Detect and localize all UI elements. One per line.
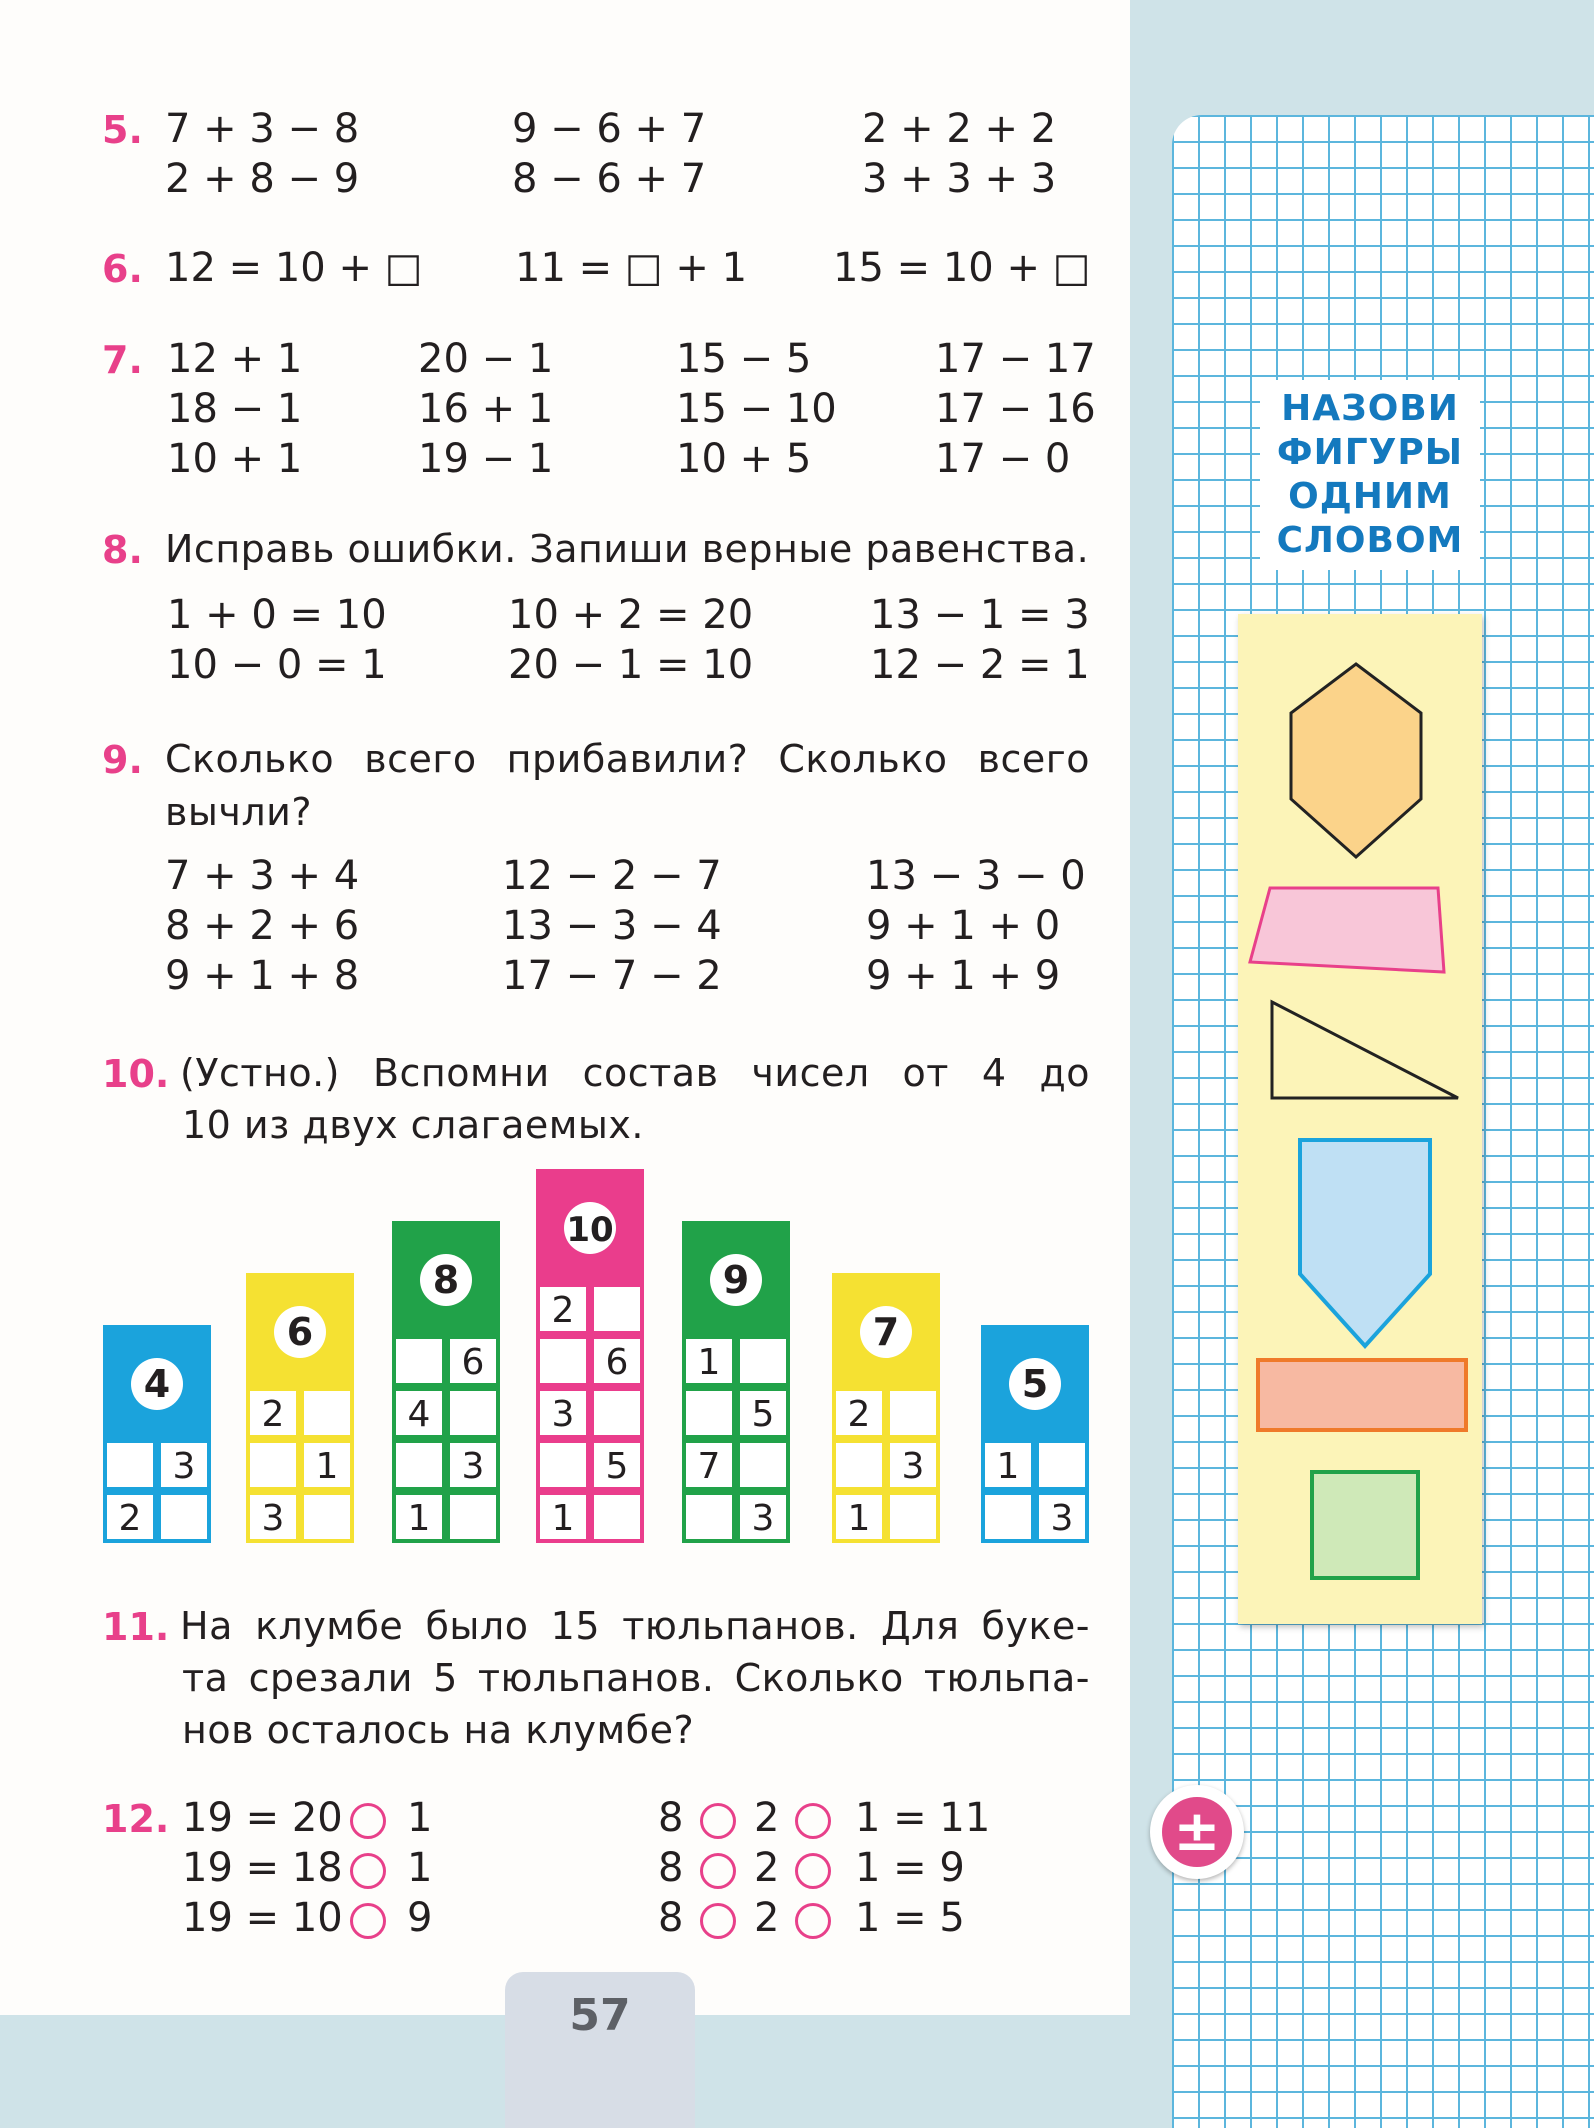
operator-circle [795,1853,831,1889]
house-cell-value: 6 [605,1342,629,1383]
house-cell [592,1493,642,1541]
house-cell [888,1389,938,1437]
task-text: На клумбе было 15 тюльпанов. Для буке- [180,1604,1090,1648]
house-cell-value: 1 [315,1446,339,1487]
task-text: та срезали 5 тюльпанов. Сколько тюльпа- [182,1656,1090,1700]
house-cell-value: 1 [407,1498,431,1539]
house-cell-value: 3 [551,1394,575,1435]
plus-minus-icon: ± [1162,1797,1232,1867]
house-cell [394,1441,444,1489]
expression-part: 19 = 18 [182,1845,343,1891]
house-cell-value: 1 [551,1498,575,1539]
sidebar-caption [1260,380,1480,570]
task-number-11: 11. [102,1605,170,1649]
operator-circle [795,1903,831,1939]
house-number: 9 [722,1258,750,1302]
expression: 17 − 17 [935,336,1096,382]
house-cell-value: 3 [461,1446,485,1487]
expression-part: 1 [407,1795,433,1841]
rectangle-shape [1258,1360,1466,1430]
house-cell [302,1389,352,1437]
house-cell [159,1493,209,1541]
task-text: (Устно.) Вспомни состав чисел от 4 до [180,1051,1090,1095]
house-cell-value: 4 [407,1394,431,1435]
expression: 10 − 0 = 1 [167,642,387,688]
house-cell [538,1337,588,1385]
house-cell [538,1441,588,1489]
task-number-8: 8. [102,528,143,572]
expression-part: 8 [658,1845,684,1891]
page-number: 57 [569,1990,631,2041]
expression: 20 − 1 = 10 [508,642,754,688]
task-text: вычли? [165,790,313,834]
house-cell-value: 1 [847,1498,871,1539]
task-text: 10 из двух слагаемых. [182,1103,644,1147]
house-cell-value: 5 [751,1394,775,1435]
house-cell [738,1441,788,1489]
house-cell [105,1441,155,1489]
expression: 13 − 3 − 0 [866,853,1086,899]
expression-part: 1 = 9 [855,1845,965,1891]
operator-circle [700,1853,736,1889]
house-cell-value: 3 [901,1446,925,1487]
house-cell [394,1337,444,1385]
task-number-7: 7. [102,338,143,382]
house-cell-value: 3 [1050,1498,1074,1539]
expression: 9 + 1 + 9 [866,953,1061,999]
expression-part: 1 = 11 [855,1795,991,1841]
expression: 13 − 3 − 4 [502,903,722,949]
house-cell-value: 1 [996,1446,1020,1487]
operator-circle [350,1803,386,1839]
expression-part: 1 = 5 [855,1895,965,1941]
expression: 10 + 5 [676,436,812,482]
expression: 7 + 3 + 4 [165,853,360,899]
triangle-shape [1272,1002,1458,1098]
house-cell [684,1493,734,1541]
task-number-12: 12. [102,1797,170,1841]
operator-circle [350,1853,386,1889]
house-cell-value: 3 [172,1446,196,1487]
expression: 1 + 0 = 10 [167,592,387,638]
expression: 2 + 2 + 2 [862,106,1057,152]
house-cell-value: 7 [697,1446,721,1487]
house-cell-value: 2 [551,1290,575,1331]
expression: 16 + 1 [418,386,554,432]
task-number-9: 9. [102,738,143,782]
house-cell [983,1493,1033,1541]
hexagon-shape [1291,664,1421,857]
expression: 12 − 2 = 1 [870,642,1090,688]
caption-line: ОДНИМ [1288,476,1452,517]
expression: 17 − 16 [935,386,1096,432]
house-cell [448,1493,498,1541]
task-number-6: 6. [102,247,143,291]
expression-part: 2 [754,1845,780,1891]
house-number: 8 [432,1258,460,1302]
expression: 17 − 7 − 2 [502,953,722,999]
house-cell [738,1337,788,1385]
house-cell-value: 6 [461,1342,485,1383]
caption-line: СЛОВОМ [1276,520,1464,561]
shapes-panel [1238,614,1482,1624]
square-shape [1312,1472,1418,1578]
house-cell-value: 3 [751,1498,775,1539]
operator-circle [700,1903,736,1939]
task-number-10: 10. [102,1052,170,1096]
expression-part: 2 [754,1795,780,1841]
house-cell-value: 3 [261,1498,285,1539]
expression: 9 + 1 + 8 [165,953,360,999]
expression: 15 − 5 [676,336,812,382]
task-text: Сколько всего прибавили? Сколько всего [165,737,1090,781]
house-cell [448,1389,498,1437]
expression-part: 19 = 10 [182,1895,343,1941]
house-cell [834,1441,884,1489]
expression: 15 − 10 [676,386,837,432]
expression: 12 + 1 [167,336,303,382]
house-cell-value: 2 [847,1394,871,1435]
expression: 2 + 8 − 9 [165,156,360,202]
expression: 13 − 1 = 3 [870,592,1090,638]
plus-minus-badge [1150,1785,1244,1879]
trapezoid-shape [1250,888,1444,972]
expression: 12 − 2 − 7 [502,853,722,899]
house-cell-value: 2 [118,1498,142,1539]
expression: 19 − 1 [418,436,554,482]
expression-part: 1 [407,1845,433,1891]
expression: 9 + 1 + 0 [866,903,1061,949]
house-number: 10 [566,1210,614,1250]
house-cell [1037,1441,1087,1489]
house-cell [248,1441,298,1489]
house-number: 6 [286,1310,314,1354]
expression: 12 = 10 + □ [165,245,423,291]
house-cell [684,1389,734,1437]
expression: 17 − 0 [935,436,1071,482]
expression: 15 = 10 + □ [833,245,1091,291]
house-cell-value: 5 [605,1446,629,1487]
expression: 7 + 3 − 8 [165,106,360,152]
house-cell [592,1285,642,1333]
expression: 9 − 6 + 7 [512,106,707,152]
expression-part: 2 [754,1895,780,1941]
operator-circle [795,1803,831,1839]
pentagon-shape [1300,1140,1430,1346]
expression-part: 19 = 20 [182,1795,343,1841]
house-number: 4 [143,1362,171,1406]
expression: 18 − 1 [167,386,303,432]
house-cell [302,1493,352,1541]
caption-line: НАЗОВИ [1281,388,1459,429]
expression: 8 − 6 + 7 [512,156,707,202]
expression-part: 9 [407,1895,433,1941]
operator-circle [350,1903,386,1939]
shapes-drawing [1238,614,1482,1624]
expression: 10 + 1 [167,436,303,482]
operator-circle [700,1803,736,1839]
expression: 11 = □ + 1 [515,245,748,291]
house-number: 5 [1021,1362,1049,1406]
house-cell-value: 1 [697,1342,721,1383]
house-cell [592,1389,642,1437]
task-text: Исправь ошибки. Запиши верные равенства. [165,527,1090,571]
house-cell-value: 2 [261,1394,285,1435]
house-number: 7 [872,1310,900,1354]
expression: 8 + 2 + 6 [165,903,360,949]
task-number-5: 5. [102,108,143,152]
expression: 3 + 3 + 3 [862,156,1057,202]
house-cell [888,1493,938,1541]
task-text: нов осталось на клумбе? [182,1708,695,1752]
expression: 20 − 1 [418,336,554,382]
expression-part: 8 [658,1895,684,1941]
caption-line: ФИГУРЫ [1276,432,1464,473]
expression-part: 8 [658,1795,684,1841]
expression: 10 + 2 = 20 [508,592,754,638]
